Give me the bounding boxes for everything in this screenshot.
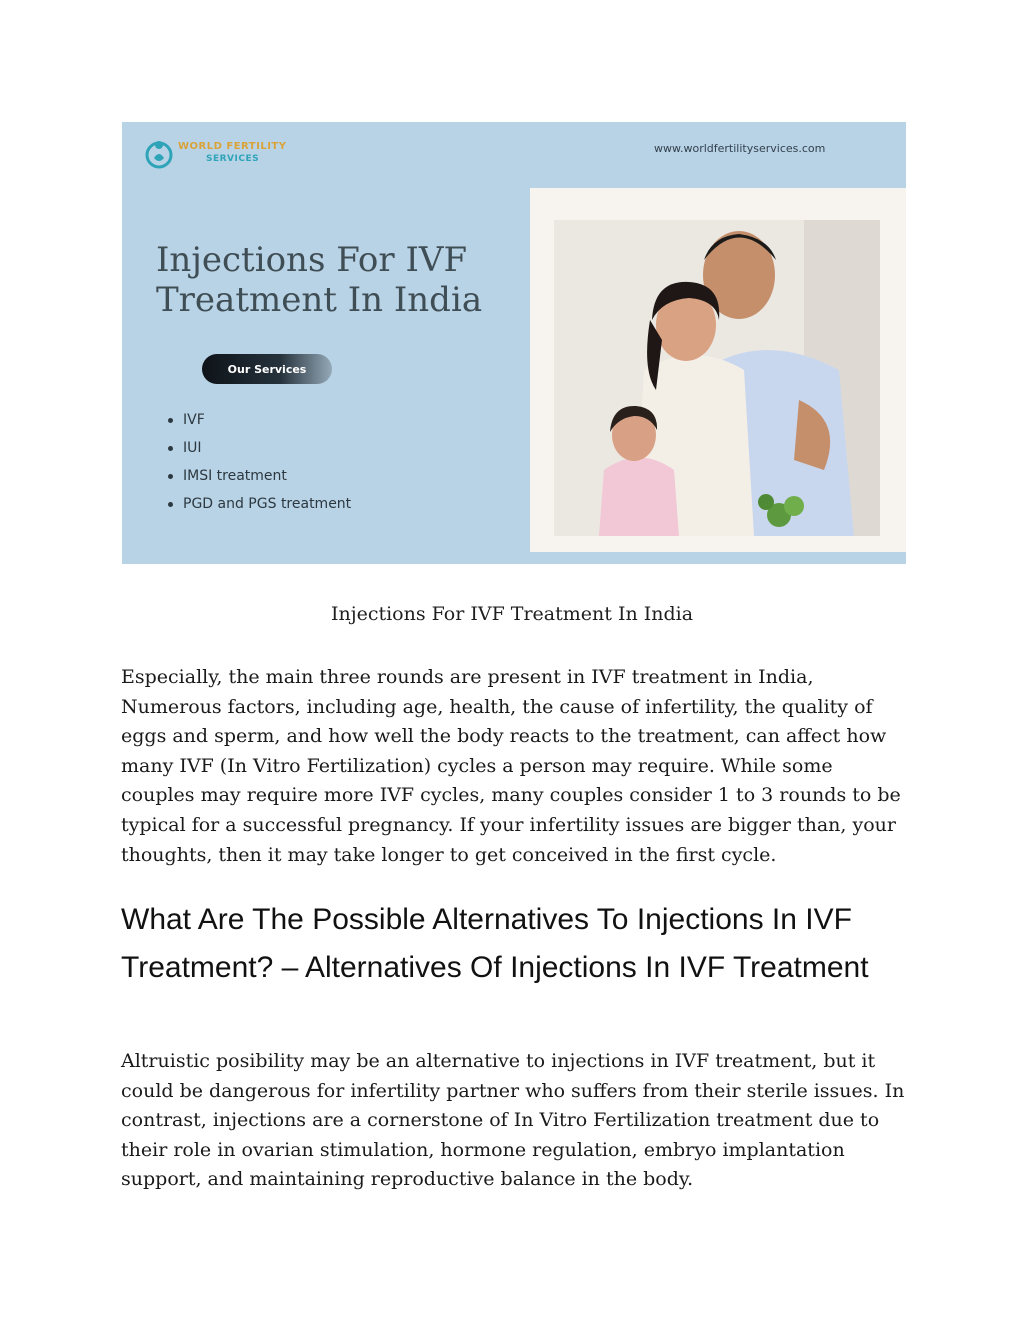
service-label: IMSI treatment: [183, 468, 287, 484]
logo-line2: SERVICES: [206, 154, 260, 164]
service-label: IVF: [183, 412, 205, 428]
paragraph-alternatives: Altruistic posibility may be an alternative to injections in IVF treatment, but it could be dangerous for infertility partner who suffers from their sterile issues. In contrast, injections are a cornerstone of In Vitro Fertilization treatment due to their role in ovarian stimulation, hormone regulation, embryo implantation support, and maintaining reproductive balance in the body.: [121, 1050, 905, 1191]
logo-line1: WORLD FERTILITY: [178, 141, 287, 152]
family-photo: [554, 220, 880, 536]
banner-title: Injections For IVF Treatment In India: [156, 240, 483, 320]
service-item: [168, 462, 351, 490]
service-label: IUI: [183, 440, 202, 456]
site-url: www.worldfertilityservices.com: [654, 142, 826, 155]
image-caption: Injections For IVF Treatment In India: [330, 603, 694, 625]
service-label: PGD and PGS treatment: [183, 496, 352, 512]
fertility-logo-icon: [144, 136, 174, 170]
bullet-icon: [168, 446, 173, 451]
paragraph-ivf-rounds: Especially, the main three rounds are present in IVF treatment in India, Numerous factors, including age, health, the cause of infertility, the quality of eggs and sperm, and how well the body reacts to the treatment, can affect how many IVF (In Vitro Fertilization) cycles a person may require. While some couples may require more IVF cycles, many couples consider 1 to 3 rounds to be typical for a successful pregnancy. If your infertility issues are bigger than, your thoughts, then it may take longer to get conceived in the first cycle.: [121, 666, 901, 866]
service-item: [168, 434, 351, 462]
bullet-icon: [168, 418, 173, 423]
banner-image: [122, 122, 906, 564]
brand-logo: [144, 136, 287, 170]
section-heading: What Are The Possible Alternatives To Injections In IVF Treatment? – Alternatives Of Injections In IVF Treatment: [121, 903, 869, 984]
our-services-pill: Our Services: [202, 354, 332, 384]
service-item: [168, 490, 351, 518]
bullet-icon: [168, 474, 173, 479]
photo-frame: [530, 188, 906, 552]
bullet-icon: [168, 502, 173, 507]
service-item: [168, 406, 351, 434]
services-list: [168, 406, 351, 518]
family-illustration: [554, 220, 880, 536]
